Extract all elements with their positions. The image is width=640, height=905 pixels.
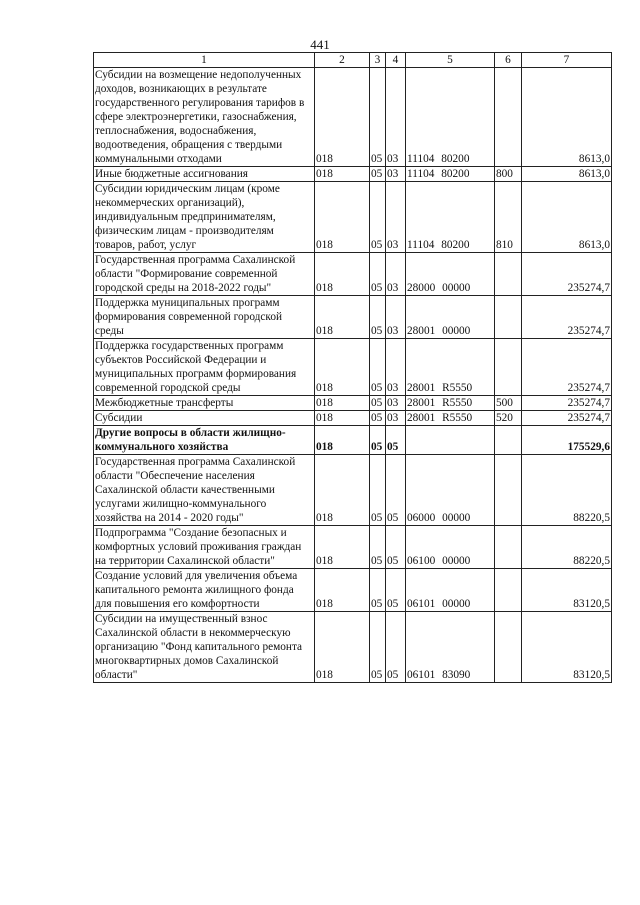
column-header-name: 1 bbox=[94, 53, 315, 68]
row-rz-cell: 05 bbox=[370, 455, 386, 526]
row-sum-cell: 83120,5 bbox=[522, 569, 612, 612]
row-csr-cell bbox=[406, 426, 495, 455]
column-header-pr: 4 bbox=[386, 53, 406, 68]
row-sum-cell: 235274,7 bbox=[522, 411, 612, 426]
row-csr-cell: 06100 00000 bbox=[406, 526, 495, 569]
table-row bbox=[94, 411, 612, 426]
row-sum-cell: 235274,7 bbox=[522, 396, 612, 411]
row-pr-cell: 03 bbox=[386, 411, 406, 426]
row-grbs-cell: 018 bbox=[315, 167, 370, 182]
table-row bbox=[94, 526, 612, 569]
row-vr-cell: 520 bbox=[495, 411, 522, 426]
column-header-rz: 3 bbox=[370, 53, 386, 68]
row-name-cell: Субсидии юридическим лицам (кроме некоммерческих организаций), индивидуальным предпринимателям, физическим лицам - производителям товаров, работ, услуг bbox=[94, 182, 315, 253]
row-rz-cell: 05 bbox=[370, 612, 386, 683]
row-vr-cell bbox=[495, 569, 522, 612]
row-vr-cell bbox=[495, 426, 522, 455]
row-name-cell: Государственная программа Сахалинской области "Формирование современной городской среды на 2018-2022 годы" bbox=[94, 253, 315, 296]
header-row bbox=[94, 53, 612, 68]
row-sum-cell: 235274,7 bbox=[522, 253, 612, 296]
row-rz-cell: 05 bbox=[370, 411, 386, 426]
row-sum-cell: 8613,0 bbox=[522, 68, 612, 167]
row-vr-cell: 810 bbox=[495, 182, 522, 253]
row-csr-cell: 28001 R5550 bbox=[406, 396, 495, 411]
budget-table bbox=[93, 52, 612, 683]
row-name-cell: Подпрограмма "Создание безопасных и комфортных условий проживания граждан на территории Сахалинской области" bbox=[94, 526, 315, 569]
row-vr-cell bbox=[495, 253, 522, 296]
row-name-cell: Государственная программа Сахалинской области "Обеспечение населения Сахалинской области качественными услугами жилищно-коммунального хозяйства на 2014 - 2020 годы" bbox=[94, 455, 315, 526]
row-pr-cell: 03 bbox=[386, 339, 406, 396]
row-vr-cell bbox=[495, 296, 522, 339]
row-rz-cell: 05 bbox=[370, 167, 386, 182]
table-row bbox=[94, 182, 612, 253]
column-header-vr: 6 bbox=[495, 53, 522, 68]
row-name-cell: Субсидии на возмещение недополученных доходов, возникающих в результате государственного регулирования тарифов в сфере электроэнергетики, газоснабжения, теплоснабжения, водоснабжения, водоотведения, обращения с твердыми коммунальными отходами bbox=[94, 68, 315, 167]
table-row bbox=[94, 396, 612, 411]
row-grbs-cell: 018 bbox=[315, 68, 370, 167]
row-sum-cell: 8613,0 bbox=[522, 182, 612, 253]
row-pr-cell: 03 bbox=[386, 396, 406, 411]
row-csr-cell: 06000 00000 bbox=[406, 455, 495, 526]
row-name-cell: Субсидии на имущественный взнос Сахалинской области в некоммерческую организацию "Фонд капитального ремонта многоквартирных домов Сахалинской области" bbox=[94, 612, 315, 683]
row-pr-cell: 03 bbox=[386, 182, 406, 253]
row-grbs-cell: 018 bbox=[315, 182, 370, 253]
row-pr-cell: 03 bbox=[386, 253, 406, 296]
row-rz-cell: 05 bbox=[370, 396, 386, 411]
table-row bbox=[94, 253, 612, 296]
table-row bbox=[94, 426, 612, 455]
row-vr-cell bbox=[495, 455, 522, 526]
page-number: 441 bbox=[310, 37, 330, 52]
row-vr-cell: 500 bbox=[495, 396, 522, 411]
row-csr-cell: 28001 00000 bbox=[406, 296, 495, 339]
row-rz-cell: 05 bbox=[370, 296, 386, 339]
column-header-csr: 5 bbox=[406, 53, 495, 68]
row-pr-cell: 05 bbox=[386, 426, 406, 455]
row-sum-cell: 83120,5 bbox=[522, 612, 612, 683]
table-row bbox=[94, 339, 612, 396]
row-grbs-cell: 018 bbox=[315, 253, 370, 296]
row-csr-cell: 28001 R5550 bbox=[406, 411, 495, 426]
row-grbs-cell: 018 bbox=[315, 339, 370, 396]
row-grbs-cell: 018 bbox=[315, 569, 370, 612]
column-header-sum: 7 bbox=[522, 53, 612, 68]
row-csr-cell: 11104 80200 bbox=[406, 182, 495, 253]
row-sum-cell: 88220,5 bbox=[522, 455, 612, 526]
row-csr-cell: 06101 00000 bbox=[406, 569, 495, 612]
row-rz-cell: 05 bbox=[370, 182, 386, 253]
row-sum-cell: 235274,7 bbox=[522, 339, 612, 396]
table-row bbox=[94, 296, 612, 339]
row-vr-cell bbox=[495, 612, 522, 683]
column-header-grbs: 2 bbox=[315, 53, 370, 68]
row-grbs-cell: 018 bbox=[315, 426, 370, 455]
table-row bbox=[94, 167, 612, 182]
row-pr-cell: 03 bbox=[386, 167, 406, 182]
row-pr-cell: 05 bbox=[386, 569, 406, 612]
row-rz-cell: 05 bbox=[370, 426, 386, 455]
row-rz-cell: 05 bbox=[370, 68, 386, 167]
table-row bbox=[94, 68, 612, 167]
row-sum-cell: 175529,6 bbox=[522, 426, 612, 455]
row-name-cell: Создание условий для увеличения объема капитального ремонта жилищного фонда для повышения его комфортности bbox=[94, 569, 315, 612]
row-grbs-cell: 018 bbox=[315, 526, 370, 569]
row-grbs-cell: 018 bbox=[315, 612, 370, 683]
row-csr-cell: 28001 R5550 bbox=[406, 339, 495, 396]
row-csr-cell: 28000 00000 bbox=[406, 253, 495, 296]
row-vr-cell: 800 bbox=[495, 167, 522, 182]
table-row bbox=[94, 612, 612, 683]
row-name-cell: Другие вопросы в области жилищно-коммунального хозяйства bbox=[94, 426, 315, 455]
row-pr-cell: 03 bbox=[386, 296, 406, 339]
row-csr-cell: 11104 80200 bbox=[406, 68, 495, 167]
row-pr-cell: 05 bbox=[386, 455, 406, 526]
row-vr-cell bbox=[495, 339, 522, 396]
row-name-cell: Субсидии bbox=[94, 411, 315, 426]
row-grbs-cell: 018 bbox=[315, 455, 370, 526]
table-row bbox=[94, 455, 612, 526]
row-rz-cell: 05 bbox=[370, 569, 386, 612]
row-sum-cell: 88220,5 bbox=[522, 526, 612, 569]
row-vr-cell bbox=[495, 526, 522, 569]
row-csr-cell: 06101 83090 bbox=[406, 612, 495, 683]
row-rz-cell: 05 bbox=[370, 526, 386, 569]
row-pr-cell: 05 bbox=[386, 526, 406, 569]
row-pr-cell: 05 bbox=[386, 612, 406, 683]
row-rz-cell: 05 bbox=[370, 253, 386, 296]
row-name-cell: Поддержка государственных программ субъектов Российской Федерации и муниципальных программ формирования современной городской среды bbox=[94, 339, 315, 396]
row-name-cell: Иные бюджетные ассигнования bbox=[94, 167, 315, 182]
row-sum-cell: 8613,0 bbox=[522, 167, 612, 182]
row-vr-cell bbox=[495, 68, 522, 167]
table-row bbox=[94, 569, 612, 612]
row-pr-cell: 03 bbox=[386, 68, 406, 167]
row-rz-cell: 05 bbox=[370, 339, 386, 396]
row-csr-cell: 11104 80200 bbox=[406, 167, 495, 182]
row-grbs-cell: 018 bbox=[315, 396, 370, 411]
row-grbs-cell: 018 bbox=[315, 296, 370, 339]
row-name-cell: Межбюджетные трансферты bbox=[94, 396, 315, 411]
row-sum-cell: 235274,7 bbox=[522, 296, 612, 339]
row-grbs-cell: 018 bbox=[315, 411, 370, 426]
row-name-cell: Поддержка муниципальных программ формирования современной городской среды bbox=[94, 296, 315, 339]
